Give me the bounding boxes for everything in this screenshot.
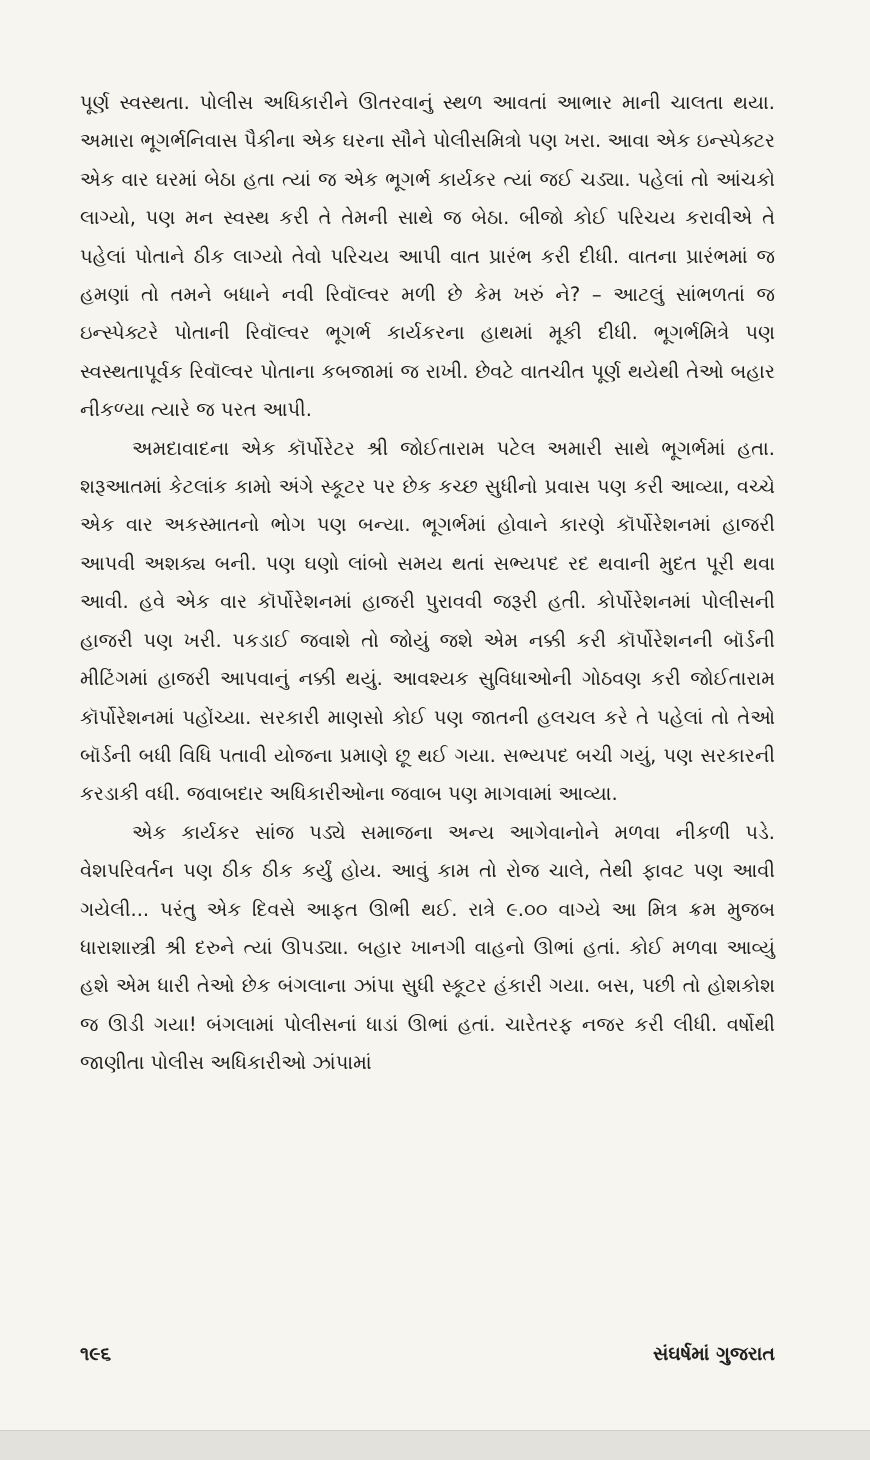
paragraph-2: અમદાવાદના એક કૉર્પોરેટર શ્રી જોઈતારામ પટેલ અમારી સાથે ભૂગર્ભમાં હતા. શરૂઆતમાં કેટલાંક કામો અંગે સ્કૂટર પર છેક કચ્છ સુધીનો પ્રવાસ પણ કરી આવ્યા, વચ્ચે એક વાર અકસ્માતનો ભોગ પણ બન્યા. ભૂગર્ભમાં હોવાને કારણે કૉર્પોરેશનમાં હાજરી આપવી અશક્ય બની. પણ ઘણો લાંબો સમય થતાં સભ્યપદ રદ થવાની મુદત પૂરી થવા આવી. હવે એક વાર કૉર્પોરેશનમાં હાજરી પુરાવવી જરૂરી હતી. કોર્પોરેશનમાં પોલીસની હાજરી પણ ખરી. પકડાઈ જવાશે તો જોયું જશે એમ નક્કી કરી કૉર્પોરેશનની બૉર્ડની મીટિંગમાં હાજરી આપવાનું નક્કી થયું. આવશ્યક સુવિધાઓની ગોઠવણ કરી જોઈતારામ કૉર્પોરેશનમાં પહોંચ્યા. સરકારી માણસો કોઈ પણ જાતની હલચલ કરે તે પહેલાં તો તેઓ બૉર્ડની બધી વિધિ પતાવી યોજના પ્રમાણે છૂ થઈ ગયા. સભ્યપદ બચી ગયું, પણ સરકારની કરડાકી વધી. જવાબદાર અધિકારીઓના જવાબ પણ માગવામાં આવ્યા. — [80, 436, 775, 806]
paragraph-3: એક કાર્યકર સાંજ પડ્યે સમાજના અન્ય આગેવાનોને મળવા નીકળી પડે. વેશપરિવર્તન પણ ઠીક ઠીક કર્યું હોય. આવું કામ તો રોજ ચાલે, તેથી ફાવટ પણ આવી ગયેલી... પરંતુ એક દિવસે આફત ઊભી થઈ. રાત્રે ૯.૦૦ વાગ્યે આ મિત્ર ક્રમ મુજબ ધારાશાસ્ત્રી શ્રી દરુને ત્યાં ઊપડ્યા. બહાર ખાનગી વાહનો ઊભાં હતાં. કોઈ મળવા આવ્યું હશે એમ ધારી તેઓ છેક બંગલાના ઝાંપા સુધી સ્કૂટર હંકારી ગયા. બસ, પછી તો હોશકોશ જ ઊડી ગયા! બંગલામાં પોલીસનાં ધાડાં ઊભાં હતાં. ચારેતરફ નજર કરી લીધી. વર્ષોથી જાણીતા પોલીસ અધિકારીઓ ઝાંપામાં — [80, 820, 775, 1075]
running-title: સંઘર્ષમાં ગુજરાત — [652, 1343, 775, 1365]
page-number: ૧૯૬ — [80, 1343, 112, 1365]
body-text — [80, 84, 775, 1083]
scan-bottom-edge — [0, 1430, 870, 1460]
page-footer — [80, 1343, 775, 1371]
paragraph-1: પૂર્ણ સ્વસ્થતા. પોલીસ અધિકારીને ઊતરવાનું સ્થળ આવતાં આભાર માની ચાલતા થયા. અમારા ભૂગર્ભનિવાસ પૈકીના એક ઘરના સૌને પોલીસમિત્રો પણ ખરા. આવા એક ઇન્સ્પેક્ટર એક વાર ઘરમાં બેઠા હતા ત્યાં જ એક ભૂગર્ભ કાર્યકર ત્યાં જઈ ચડ્યા. પહેલાં તો આંચકો લાગ્યો, પણ મન સ્વસ્થ કરી તે તેમની સાથે જ બેઠા. બીજો કોઈ પરિચય કરાવીએ તે પહેલાં પોતાને ઠીક લાગ્યો તેવો પરિચય આપી વાત પ્રારંભ કરી દીધી. વાતના પ્રારંભમાં જ હમણાં તો તમને બધાને નવી રિવૉલ્વર મળી છે કેમ ખરું ને? – આટલું સાંભળતાં જ ઇન્સ્પેક્ટરે પોતાની રિવૉલ્વર ભૂગર્ભ કાર્યકરના હાથમાં મૂકી દીધી. ભૂગર્ભમિત્રે પણ સ્વસ્થતાપૂર્વક રિવૉલ્વર પોતાના કબજામાં જ રાખી. છેવટે વાતચીત પૂર્ણ થયેથી તેઓ બહાર નીકળ્યા ત્યારે જ પરત આપી. — [80, 91, 775, 422]
